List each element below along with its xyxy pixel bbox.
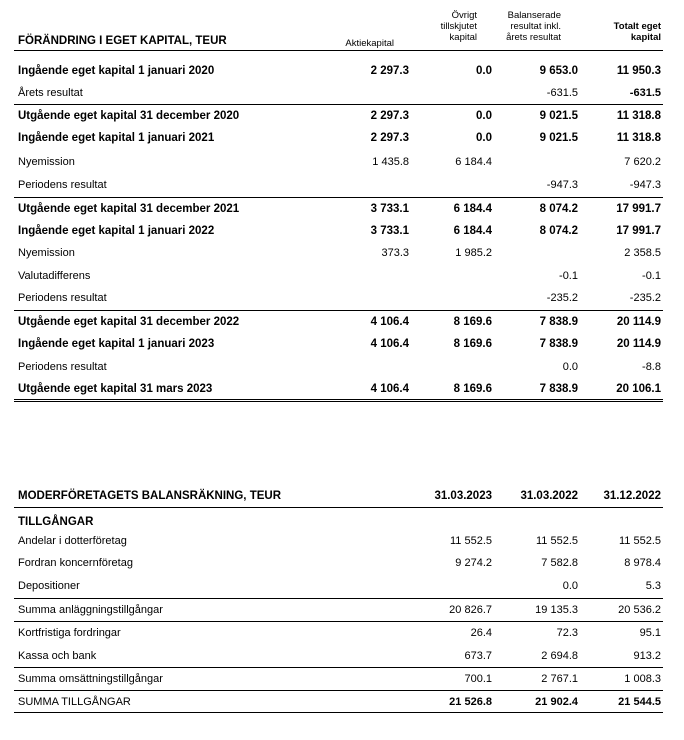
cell-balanserade: 7 838.9 [539, 338, 578, 350]
row-label: Kassa och bank [18, 650, 97, 662]
cell-ovrigt: 0.0 [476, 132, 492, 144]
row-label: Andelar i dotterföretag [18, 535, 127, 547]
cell-aktiekapital: 3 733.1 [370, 203, 409, 215]
row-label: Summa omsättningstillgångar [18, 673, 163, 685]
row-label: Ingående eget kapital 1 januari 2022 [18, 225, 215, 237]
row-label: Utgående eget kapital 31 mars 2023 [18, 383, 213, 395]
cell-2022-12: 11 552.5 [618, 535, 661, 547]
cell-ovrigt: 8 169.6 [453, 316, 492, 328]
row-label: SUMMA TILLGÅNGAR [18, 696, 131, 708]
cell-ovrigt: 6 184.4 [453, 225, 492, 237]
cell-2022-03: 0.0 [562, 580, 578, 592]
row-divider [14, 667, 663, 668]
equity-table-title: FÖRÄNDRING I EGET KAPITAL, TEUR [18, 35, 227, 47]
cell-totalt: 17 991.7 [616, 225, 661, 237]
header-balanserade-l2: resultat inkl. [510, 21, 561, 32]
cell-2022-12: 913.2 [633, 650, 661, 662]
cell-ovrigt: 8 169.6 [453, 338, 492, 350]
header-rule [14, 507, 663, 508]
cell-aktiekapital: 2 297.3 [370, 132, 409, 144]
cell-ovrigt: 1 985.2 [455, 247, 492, 259]
cell-2022-12: 8 978.4 [624, 557, 661, 569]
cell-totalt: -0.1 [642, 270, 661, 282]
cell-totalt: 7 620.2 [624, 156, 661, 168]
row-divider [14, 310, 663, 311]
row-label: Utgående eget kapital 31 december 2020 [18, 110, 240, 122]
row-label: Valutadifferens [18, 270, 91, 282]
header-rule [14, 50, 663, 51]
header-totalt-l1: Totalt eget [613, 21, 661, 32]
cell-ovrigt: 0.0 [476, 65, 492, 77]
cell-aktiekapital: 4 106.4 [370, 316, 409, 328]
cell-2023-03: 700.1 [464, 673, 492, 685]
cell-totalt: 20 114.9 [616, 316, 661, 328]
row-label: Kortfristiga fordringar [18, 627, 121, 639]
cell-2023-03: 673.7 [464, 650, 492, 662]
cell-ovrigt: 8 169.6 [453, 383, 492, 395]
row-divider [14, 104, 663, 105]
cell-ovrigt: 6 184.4 [455, 156, 492, 168]
row-divider [14, 621, 663, 622]
cell-2022-12: 21 544.5 [618, 696, 661, 708]
cell-balanserade: -631.5 [546, 87, 578, 99]
header-totalt-eget-kapital [581, 21, 661, 43]
header-totalt-l2: kapital [630, 32, 661, 43]
cell-2023-03: 26.4 [470, 627, 492, 639]
cell-balanserade: 9 653.0 [539, 65, 578, 77]
cell-aktiekapital: 3 733.1 [370, 225, 409, 237]
cell-totalt: 11 950.3 [616, 65, 661, 77]
cell-balanserade: 9 021.5 [539, 110, 578, 122]
cell-totalt: 11 318.8 [616, 110, 661, 122]
row-label: Summa anläggningstillgångar [18, 604, 163, 616]
cell-totalt: -235.2 [629, 292, 661, 304]
cell-balanserade: 7 838.9 [539, 316, 578, 328]
cell-2022-03: 21 902.4 [535, 696, 578, 708]
cell-aktiekapital: 2 297.3 [370, 110, 409, 122]
cell-2022-12: 95.1 [639, 627, 661, 639]
cell-aktiekapital: 373.3 [381, 247, 409, 259]
cell-balanserade: -947.3 [546, 179, 578, 191]
header-date-2: 31.03.2022 [520, 490, 578, 502]
header-balanserade-resultat [481, 10, 561, 43]
cell-aktiekapital: 4 106.4 [370, 338, 409, 350]
header-date-3: 31.12.2022 [603, 490, 661, 502]
row-label: Fordran koncernföretag [18, 557, 133, 569]
balance-table-title: MODERFÖRETAGETS BALANSRÄKNING, TEUR [18, 490, 282, 502]
row-label: Nyemission [18, 156, 75, 168]
cell-2022-03: 11 552.5 [535, 535, 578, 547]
row-label: Periodens resultat [18, 292, 107, 304]
row-label: Periodens resultat [18, 179, 107, 191]
cell-2023-03: 21 526.8 [449, 696, 492, 708]
cell-ovrigt: 6 184.4 [453, 203, 492, 215]
cell-2023-03: 11 552.5 [449, 535, 492, 547]
total-double-rule [14, 399, 663, 402]
header-ovrigt-l2: tillskjutet [440, 21, 477, 32]
cell-ovrigt: 0.0 [476, 110, 492, 122]
cell-totalt: 20 106.1 [616, 383, 661, 395]
header-ovrigt-l1: Övrigt [451, 10, 477, 21]
header-ovrigt-l3: kapital [449, 32, 477, 43]
cell-totalt: -8.8 [642, 361, 661, 373]
cell-totalt: 20 114.9 [616, 338, 661, 350]
row-label: Periodens resultat [18, 361, 107, 373]
cell-2022-03: 72.3 [556, 627, 578, 639]
cell-balanserade: -0.1 [559, 270, 578, 282]
cell-totalt: -947.3 [629, 179, 661, 191]
cell-totalt: -631.5 [629, 87, 661, 99]
cell-balanserade: 0.0 [562, 361, 578, 373]
cell-aktiekapital: 2 297.3 [370, 65, 409, 77]
cell-balanserade: 8 074.2 [539, 225, 578, 237]
cell-totalt: 11 318.8 [616, 132, 661, 144]
cell-2022-03: 19 135.3 [535, 604, 578, 616]
row-label: Utgående eget kapital 31 december 2021 [18, 203, 240, 215]
row-divider [14, 598, 663, 599]
cell-2023-03: 20 826.7 [449, 604, 492, 616]
cell-2022-03: 2 767.1 [541, 673, 578, 685]
cell-totalt: 2 358.5 [624, 247, 661, 259]
cell-totalt: 17 991.7 [616, 203, 661, 215]
header-ovrigt-kapital [407, 10, 477, 43]
header-aktiekapital: Aktiekapital [345, 38, 394, 49]
row-label: Ingående eget kapital 1 januari 2023 [18, 338, 215, 350]
cell-balanserade: 9 021.5 [539, 132, 578, 144]
row-label: Ingående eget kapital 1 januari 2020 [18, 65, 215, 77]
cell-aktiekapital: 4 106.4 [370, 383, 409, 395]
section-tillgangar: TILLGÅNGAR [18, 516, 94, 528]
cell-balanserade: 7 838.9 [539, 383, 578, 395]
row-divider [14, 690, 663, 691]
cell-2023-03: 9 274.2 [455, 557, 492, 569]
row-label: Nyemission [18, 247, 75, 259]
header-balanserade-l3: årets resultat [506, 32, 561, 43]
row-label: Depositioner [18, 580, 80, 592]
row-divider [14, 197, 663, 198]
row-divider [14, 712, 663, 713]
row-label: Årets resultat [18, 87, 83, 99]
cell-2022-12: 5.3 [645, 580, 661, 592]
cell-2022-12: 1 008.3 [624, 673, 661, 685]
row-label: Utgående eget kapital 31 december 2022 [18, 316, 240, 328]
header-balanserade-l1: Balanserade [507, 10, 561, 21]
cell-balanserade: 8 074.2 [539, 203, 578, 215]
header-date-1: 31.03.2023 [434, 490, 492, 502]
row-label: Ingående eget kapital 1 januari 2021 [18, 132, 215, 144]
cell-2022-03: 7 582.8 [541, 557, 578, 569]
cell-2022-12: 20 536.2 [618, 604, 661, 616]
cell-balanserade: -235.2 [546, 292, 578, 304]
cell-aktiekapital: 1 435.8 [372, 156, 409, 168]
cell-2022-03: 2 694.8 [541, 650, 578, 662]
